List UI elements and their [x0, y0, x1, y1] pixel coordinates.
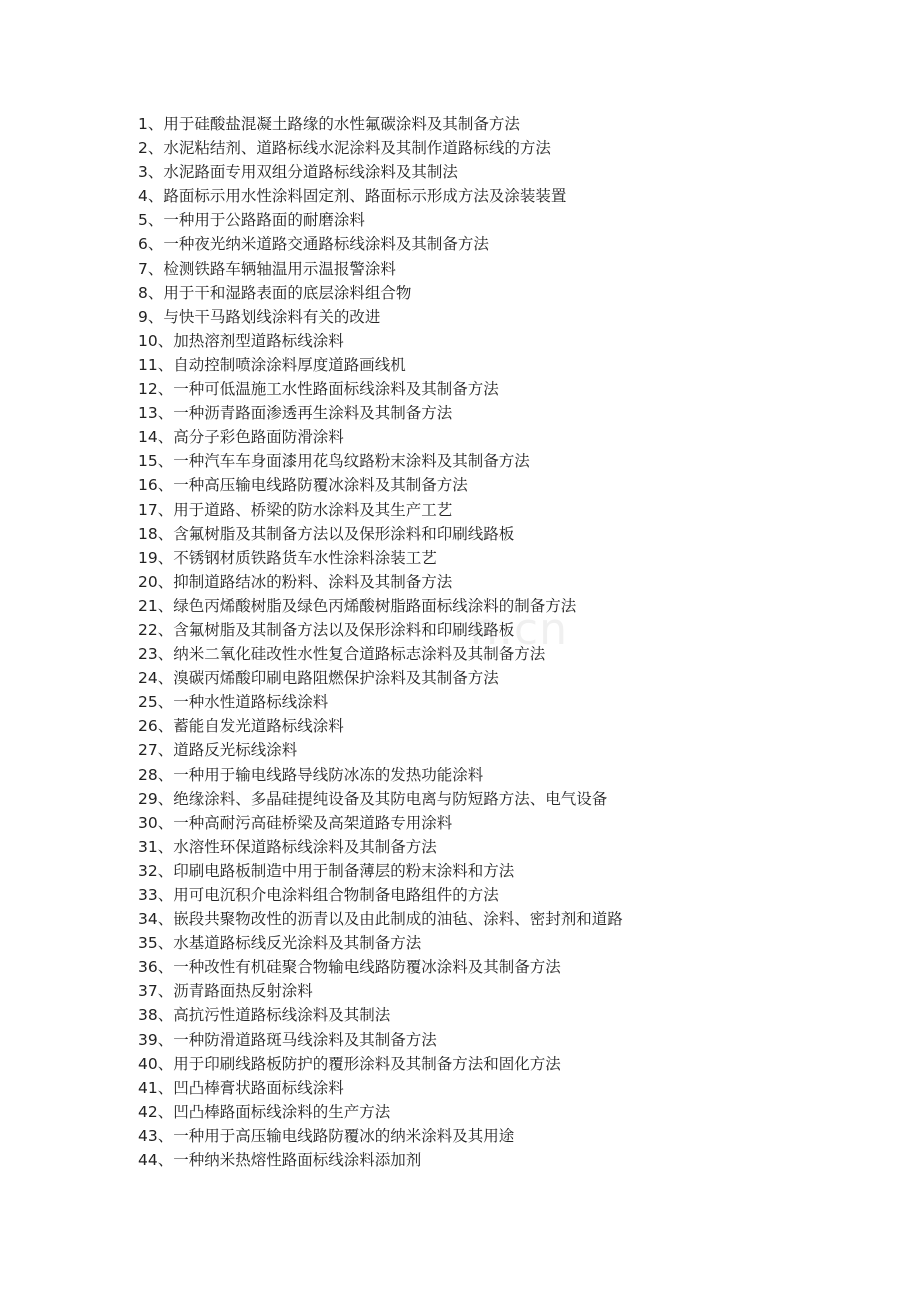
watermark-text: n.cn: [470, 604, 568, 655]
document-body: [138, 112, 898, 1172]
list-item: 23、纳米二氧化硅改性水性复合道路标志涂料及其制备方法: [138, 645, 546, 664]
list-item: 29、绝缘涂料、多晶硅提纯设备及其防电离与防短路方法、电气设备: [138, 789, 608, 808]
list-item: 4、路面标示用水性涂料固定剂、路面标示形成方法及涂装装置: [138, 187, 567, 206]
list-item: 44、一种纳米热熔性路面标线涂料添加剂: [138, 1151, 422, 1170]
list-item: 1、用于硅酸盐混凝土路缘的水性氟碳涂料及其制备方法: [138, 115, 520, 133]
list-item: 33、用可电沉积介电涂料组合物制备电路组件的方法: [138, 886, 499, 904]
list-item: 15、一种汽车车身面漆用花鸟纹路粉末涂料及其制备方法: [138, 452, 530, 471]
list-item: 11、自动控制喷涂涂料厚度道路画线机: [138, 355, 406, 374]
list-item: 26、蓄能自发光道路标线涂料: [138, 717, 344, 736]
list-item: 20、抑制道路结冰的粉料、涂料及其制备方法: [138, 572, 453, 591]
list-item: 5、一种用于公路路面的耐磨涂料: [138, 211, 365, 230]
list-item: 25、一种水性道路标线涂料: [138, 693, 329, 712]
list-item: 40、用于印刷线路板防护的覆形涂料及其制备方法和固化方法: [138, 1054, 561, 1073]
list-item: 10、加热溶剂型道路标线涂料: [138, 331, 344, 350]
list-item: 24、溴碳丙烯酸印刷电路阻燃保护涂料及其制备方法: [138, 669, 499, 688]
list-item: 30、一种高耐污高硅桥梁及高架道路专用涂料: [138, 813, 453, 832]
list-item: 9、与快干马路划线涂料有关的改进: [138, 307, 381, 326]
list-item: 37、沥青路面热反射涂料: [138, 982, 313, 1001]
list-item: 31、水溶性环保道路标线涂料及其制备方法: [138, 837, 437, 856]
list-item: 7、检测铁路车辆轴温用示温报警涂料: [138, 259, 396, 278]
list-item: 18、含氟树脂及其制备方法以及保形涂料和印刷线路板: [138, 524, 515, 543]
list-item: 27、道路反光标线涂料: [138, 741, 298, 760]
list-item: 12、一种可低温施工水性路面标线涂料及其制备方法: [138, 380, 499, 399]
list-item: 38、高抗污性道路标线涂料及其制法: [138, 1006, 391, 1025]
list-item: 42、凹凸棒路面标线涂料的生产方法: [138, 1102, 391, 1121]
list-item: 22、含氟树脂及其制备方法以及保形涂料和印刷线路板: [138, 620, 515, 639]
list-item: 36、一种改性有机硅聚合物输电线路防覆冰涂料及其制备方法: [138, 958, 561, 977]
list-item: 13、一种沥青路面渗透再生涂料及其制备方法: [138, 404, 453, 423]
patent-title-list: [138, 112, 898, 1172]
list-item: 34、嵌段共聚物改性的沥青以及由此制成的油毡、涂料、密封剂和道路: [138, 910, 623, 929]
list-item: 28、一种用于输电线路导线防冰冻的发热功能涂料: [138, 765, 484, 784]
list-item: 19、不锈钢材质铁路货车水性涂料涂装工艺: [138, 548, 437, 567]
list-item: 32、印刷电路板制造中用于制备薄层的粉末涂料和方法: [138, 861, 515, 880]
list-item: 21、绿色丙烯酸树脂及绿色丙烯酸树脂路面标线涂料的制备方法: [138, 596, 577, 615]
list-item: 17、用于道路、桥梁的防水涂料及其生产工艺: [138, 500, 453, 519]
list-item: 41、凹凸棒膏状路面标线涂料: [138, 1078, 344, 1097]
list-item: 14、高分子彩色路面防滑涂料: [138, 428, 344, 447]
list-item: 16、一种高压输电线路防覆冰涂料及其制备方法: [138, 476, 468, 495]
list-item: 39、一种防滑道路斑马线涂料及其制备方法: [138, 1030, 437, 1049]
list-item: 35、水基道路标线反光涂料及其制备方法: [138, 934, 422, 953]
list-item: 43、一种用于高压输电线路防覆冰的纳米涂料及其用途: [138, 1126, 515, 1145]
list-item: 8、用于干和湿路表面的底层涂料组合物: [138, 283, 412, 302]
list-item: 3、水泥路面专用双组分道路标线涂料及其制法: [138, 163, 458, 182]
list-item: 6、一种夜光纳米道路交通路标线涂料及其制备方法: [138, 235, 489, 254]
list-item: 2、水泥粘结剂、道路标线水泥涂料及其制作道路标线的方法: [138, 139, 551, 158]
